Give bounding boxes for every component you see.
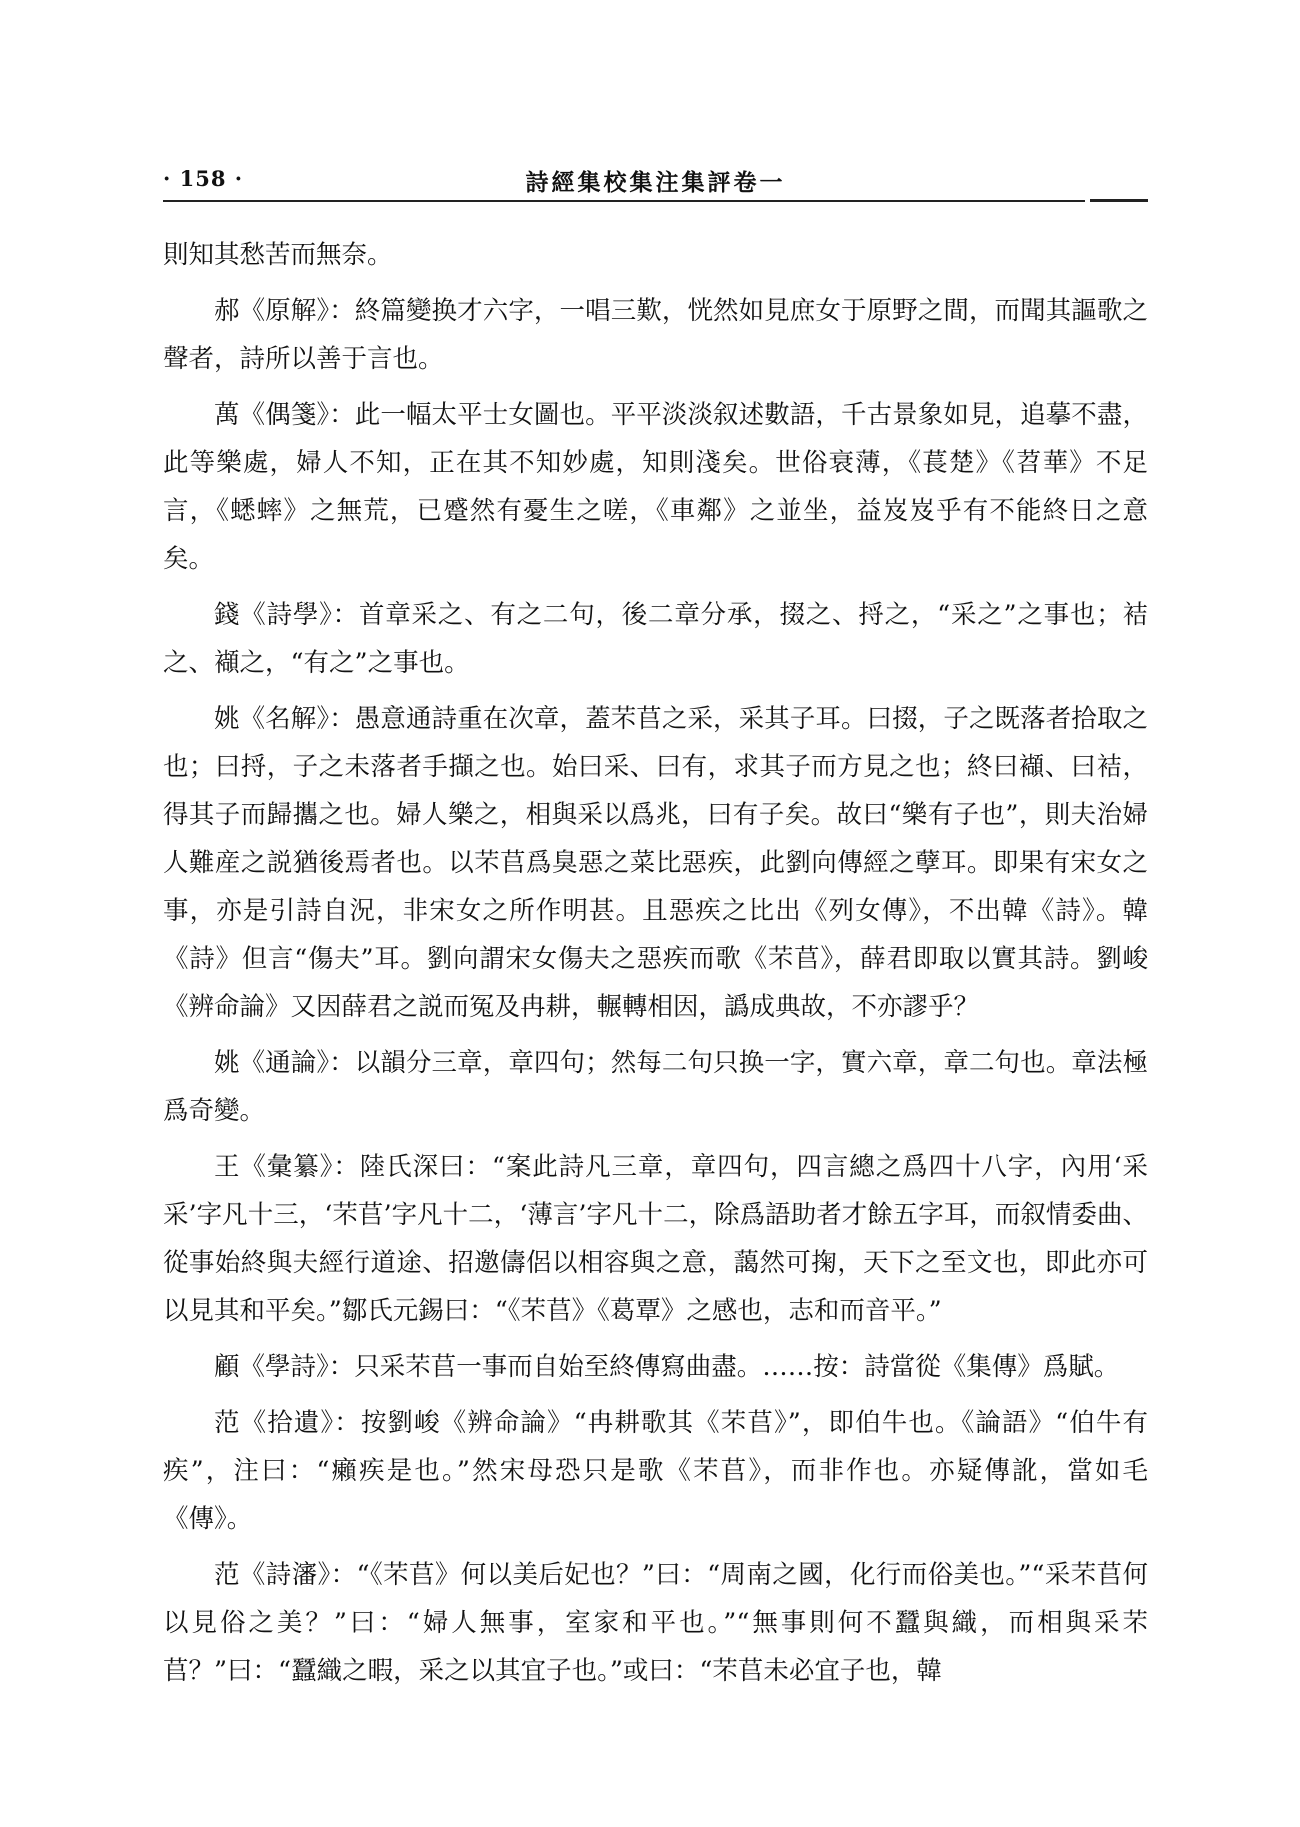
page-number: · 158 · — [163, 166, 244, 191]
header-rule-tail — [1090, 199, 1148, 202]
paragraph-hao-yuanjie: 郝《原解》：終篇變换才六字，一唱三歎，恍然如見庶女于原野之間，而聞其謳歌之聲者，詩所以善于言也。 — [163, 296, 1148, 374]
page-header — [163, 160, 1148, 196]
paragraph-qian-shixue: 錢《詩學》：首章采之、有之二句，後二章分承，掇之、捋之，“采之”之事也；袺之、襭之，“有之”之事也。 — [163, 600, 1148, 678]
paragraph-wang-huizuan: 王《彙纂》：陸氏深曰：“案此詩凡三章，章四句，四言總之爲四十八字，內用‘采采’字凡十三，‘芣苢’字凡十二，‘薄言’字凡十二，除爲語助者才餘五字耳，而叙情委曲、從事始終與夫經行道途、招邀儔侶以相容與之意，藹然可掬，天下之至文也，即此亦可以見其和平矣。”鄒氏元錫曰：“《芣苢》《葛覃》之感也，志和而音平。” — [163, 1152, 1148, 1326]
page-body — [163, 231, 1148, 1703]
header-rule — [163, 200, 1085, 202]
running-title: 詩經集校集注集評卷一 — [525, 169, 786, 196]
paragraph-yao-tonglun: 姚《通論》：以韻分三章，章四句；然每二句只换一字，實六章，章二句也。章法極爲奇變。 — [163, 1048, 1148, 1126]
paragraph-gu-xueshi: 顧《學詩》：只采芣苢一事而自始至終傳寫曲盡。……按：詩當從《集傳》爲賦。 — [214, 1352, 1120, 1382]
paragraph-wan-oujian: 萬《偶箋》：此一幅太平士女圖也。平平淡淡叙述數語，千古景象如見，追摹不盡，此等樂處，婦人不知，正在其不知妙處，知則淺矣。世俗衰薄，《萇楚》《苕華》不足言，《蟋蟀》之無荒，已蹙然有憂生之嗟，《車鄰》之並坐，益岌岌乎有不能終日之意矣。 — [163, 400, 1148, 574]
paragraph-yao-mingjie: 姚《名解》：愚意通詩重在次章，蓋芣苢之采，采其子耳。曰掇，子之既落者拾取之也；曰捋，子之未落者手擷之也。始曰采、曰有，求其子而方見之也；終曰襭、曰袺，得其子而歸攜之也。婦人樂之，相與采以爲兆，曰有子矣。故曰“樂有子也”，則夫治婦人難産之説猶後焉者也。以芣苢爲臭惡之菜比惡疾，此劉向傳經之孽耳。即果有宋女之事，亦是引詩自況，非宋女之所作明甚。且惡疾之比出《列女傳》，不出韓《詩》。韓《詩》但言“傷夫”耳。劉向謂宋女傷夫之惡疾而歌《芣苢》，薛君即取以實其詩。劉峻《辨命論》又因薛君之説而冤及冉耕，輾轉相因，譌成典故，不亦謬乎？ — [163, 704, 1148, 1022]
paragraph-continued: 則知其愁苦而無奈。 — [163, 240, 393, 270]
paragraph-fan-shishen: 范《詩瀋》：“《芣苢》何以美后妃也？”曰：“周南之國，化行而俗美也。”“采芣苢何以見俗之美？”曰：“婦人無事，室家和平也。”“無事則何不蠶與織，而相與采芣苢？”曰：“蠶織之暇，采之以其宜子也。”或曰：“芣苢未必宜子也，韓 — [163, 1560, 1148, 1686]
paragraph-fan-shiyi: 范《拾遺》：按劉峻《辨命論》“冉耕歌其《芣苢》”，即伯牛也。《論語》“伯牛有疾”，注曰：“癩疾是也。”然宋母恐只是歌《芣苢》，而非作也。亦疑傳訛，當如毛《傳》。 — [163, 1408, 1148, 1534]
